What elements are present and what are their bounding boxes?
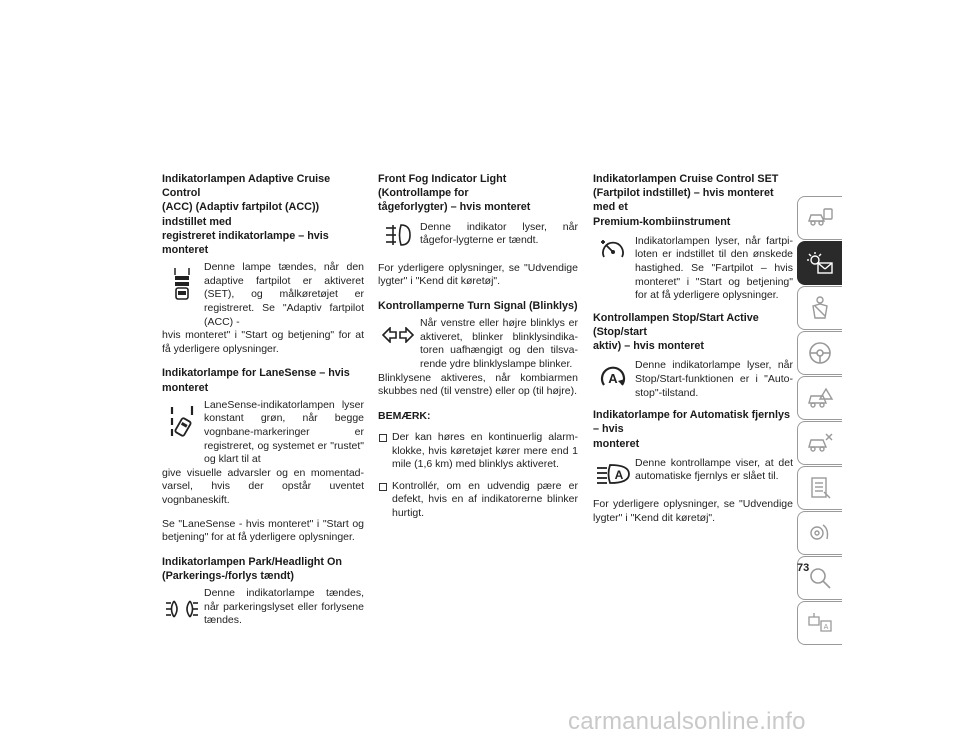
stop-start-block	[593, 359, 793, 400]
steering-wheel-icon	[808, 341, 832, 365]
page-number: 73	[797, 562, 810, 574]
heading-acc: Indikatorlampen Adaptive Cruise Control (ACC) (Adaptiv fartpilot (ACC)) indstillet med registreret indikatorlampe – hvis monteret	[162, 173, 331, 257]
car-info-icon	[806, 207, 834, 229]
note-bullet-2: Kontrollér, om en udvendig pære er defekt, hvis en af indikatorerne blinker hurtigt.	[378, 480, 578, 521]
cruise-set-block	[593, 235, 793, 303]
front-fog-ref: For yderligere oplysninger, se "Udvendige lygter" i "Kend dit køretøj".	[378, 261, 578, 288]
park-lights-block	[162, 587, 364, 628]
cruise-set-icon	[593, 239, 633, 265]
lanesense-text: LaneSense-indikatorlampen lyser konstant grøn, når begge vognbane-markeringer er registreret, og systemet er "rustet" og klart til at	[204, 398, 364, 466]
lanesense-text-cont: give visuelle advarsler og en momentad-varsel, hvis der opstår uventet vognbaneskift.	[162, 466, 364, 506]
acc-text-cont: hvis monteret" i "Start og betjening" for at få yderligere oplysninger.	[162, 329, 364, 355]
tab-emergency[interactable]	[797, 376, 842, 420]
acc-block	[162, 261, 364, 329]
front-fog-block	[378, 221, 578, 248]
stop-start-text: Denne indikatorlampe lyser, når Stop/Start-funktionen er i "Auto-stop"-tilstand.	[635, 359, 793, 399]
tab-service[interactable]	[797, 421, 842, 465]
heading-park-lights: Indikatorlampen Park/Headlight On (Parkerings-/forlys tændt)	[162, 555, 342, 582]
stop-start-icon	[593, 363, 633, 391]
lanesense-icon	[162, 405, 202, 441]
acc-car-icon	[162, 267, 202, 301]
column-right	[593, 172, 793, 525]
lanesense-ref: Se "LaneSense - hvis monteret" i "Start og betjening" for at få yderligere oplysninger.	[162, 517, 364, 544]
note-bullet-1: Der kan høres en kontinuerlig alarm-klokke, hvis køretøjet kører mere end 1 mile (1,6 km) med blinklys aktiveret.	[378, 431, 578, 472]
tab-safety[interactable]	[797, 286, 842, 330]
heading-turn-signal: Kontrollamperne Turn Signal (Blinklys)	[378, 299, 578, 312]
emergency-icon	[806, 387, 834, 409]
heading-lanesense: Indikatorlampe for LaneSense – hvis monteret	[162, 367, 350, 394]
auto-highbeam-ref: For yderligere oplysninger, se "Udvendige lygter" i "Kend dit køretøj".	[593, 497, 793, 524]
specs-icon	[808, 476, 832, 500]
search-index-icon	[808, 566, 832, 590]
cruise-set-text: Indikatorlampen lyser, når fartpi-loten er indstillet til den ønskede hastighed. Se "Fartpilot – hvis monteret" i "Start og betjening" for at få yderligere oplysninger.	[635, 234, 793, 302]
turn-signal-block	[378, 317, 578, 371]
svg-text:A: A	[608, 371, 618, 387]
tab-multimedia[interactable]	[797, 511, 842, 555]
front-fog-icon	[378, 223, 418, 247]
warning-lights-icon	[806, 251, 834, 275]
note-label: BEMÆRK:	[378, 409, 431, 422]
svg-text:A: A	[614, 467, 624, 482]
service-car-icon	[806, 432, 834, 454]
column-left	[162, 172, 364, 628]
safety-icon	[807, 296, 833, 320]
auto-highbeam-text: Denne kontrollampe viser, at det automatiske fjernlys er slået til.	[635, 456, 793, 483]
park-lights-text: Denne indikatorlampe tændes, når parkeringslyset eller forlysene tændes.	[204, 587, 364, 627]
tab-languages[interactable]	[797, 601, 842, 645]
park-lights-icon	[162, 599, 202, 619]
lanesense-block	[162, 399, 364, 467]
front-fog-text: Denne indikator lyser, når tågefor-lygterne er tændt.	[420, 220, 578, 247]
multimedia-icon	[808, 521, 832, 545]
watermark: carmanualsonline.info	[568, 708, 806, 735]
svg-text:A: A	[823, 624, 829, 631]
acc-text: Denne lampe tændes, når den adaptive fartpilot er aktiveret (SET), og målkøretøjet er registreret. Se "Adaptiv fartpilot (ACC) -	[204, 261, 364, 328]
auto-highbeam-icon	[593, 463, 633, 485]
chapter-tabs	[797, 196, 843, 646]
turn-signal-icon	[378, 327, 418, 343]
auto-highbeam-block	[593, 457, 793, 484]
heading-auto-highbeam: Indikatorlampe for Automatisk fjernlys – hvis monteret	[593, 409, 790, 450]
tab-car-info[interactable]	[797, 196, 842, 240]
tab-specs[interactable]	[797, 466, 842, 510]
languages-icon	[807, 611, 833, 635]
heading-cruise-set: Indikatorlampen Cruise Control SET (Fartpilot indstillet) – hvis monteret med et Premium-kombiinstrument	[593, 173, 779, 228]
tab-warning-lights[interactable]	[797, 241, 842, 285]
heading-stop-start: Kontrollampen Stop/Start Active (Stop/start aktiv) – hvis monteret	[593, 311, 759, 353]
column-middle	[378, 172, 578, 521]
heading-front-fog: Front Fog Indicator Light (Kontrollampe for tågeforlygter) – hvis monteret	[378, 173, 531, 214]
turn-signal-text: Når venstre eller højre blinklys er aktiveret, blinker blinklysindika-toren uafhængigt og den tilsva-rende ydre blinklyslampe blinker.	[420, 317, 578, 370]
tab-steering[interactable]	[797, 331, 842, 375]
turn-signal-text-cont: Blinklysene aktiveres, når kombiarmen skubbes ned (til venstre) eller op (til højre).	[378, 371, 578, 398]
